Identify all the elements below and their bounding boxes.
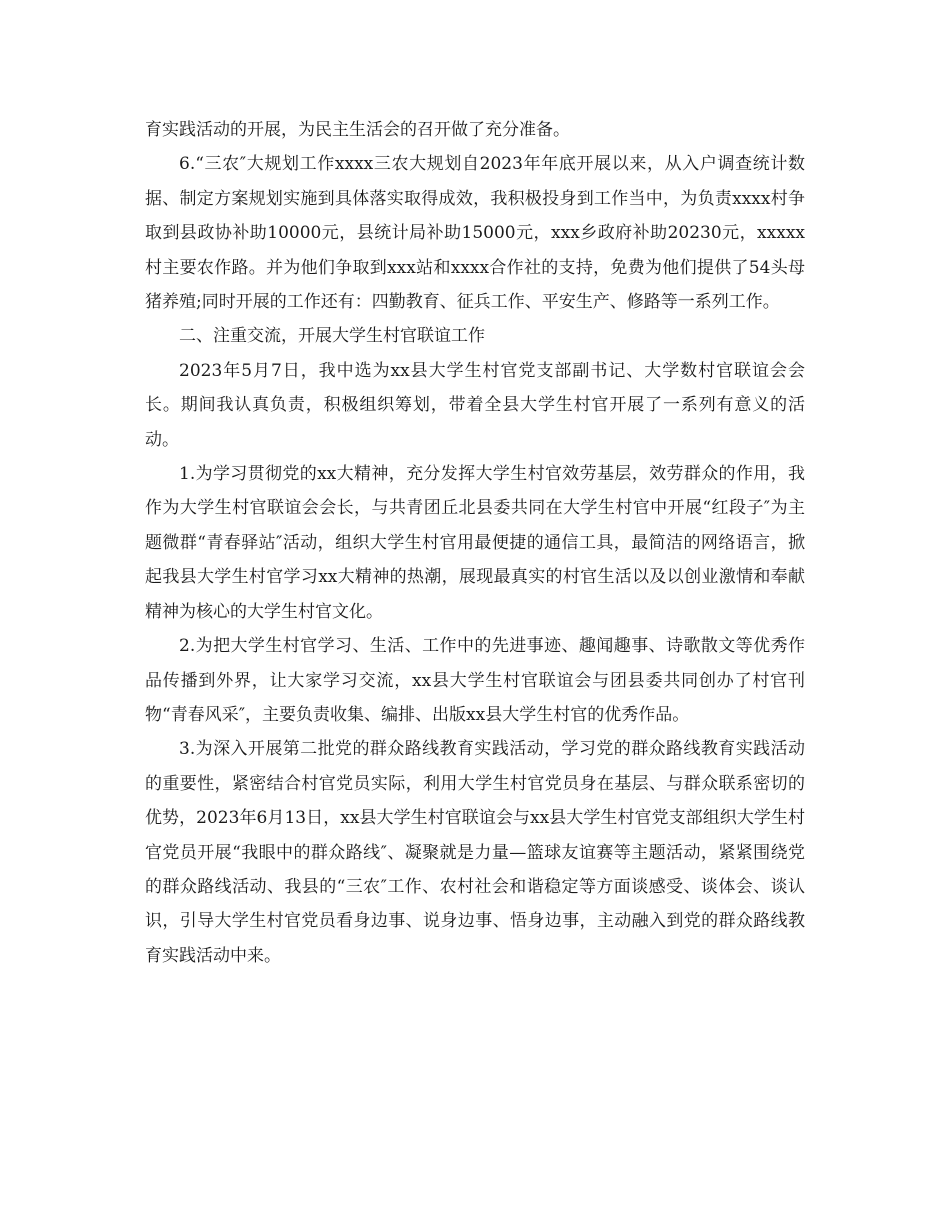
paragraph-item-6-planning-work: 6.“三农″大规划工作xxxx三农大规划自2023年年底开展以来，从入户调查统计数据、制定方案规划实施到具体落实取得成效，我积极投身到工作当中，为负责xxxx村争取到县政协补助10000元，县统计局补助15000元，xxx乡政府补助20230元，xxxxx村主要农作路。并为他们争取到xxx站和xxxx合作社的支持，免费为他们提供了54头母猪养殖;同时开展的工作还有：四勤教育、征兵工作、平安生产、修路等一系列工作。 <box>145 154 805 313</box>
paragraph-item-3: 3.为深入开展第二批党的群众路线教育实践活动，学习党的群众路线教育实践活动的重要性，紧密结合村官党员实际，利用大学生村官党员身在基层、与群众联系密切的优势，2023年6月13日，xx县大学生村官联谊会与xx县大学生村官党支部组织大学生村官党员开展“我眼中的群众路线″、凝聚就是力量—篮球友谊赛等主题活动，紧紧围绕党的群众路线活动、我县的“三农″工作、农村社会和谐稳定等方面谈感受、谈体会、谈认识，引导大学生村官党员看身边事、说身边事、悟身边事，主动融入到党的群众路线教育实践活动中来。 <box>145 739 805 966</box>
paragraph-item-2: 2.为把大学生村官学习、生活、工作中的先进事迹、趣闻趣事、诗歌散文等优秀作品传播到外界，让大家学习交流，xx县大学生村官联谊会与团县委共同创办了村官刊物“青春风采″，主要负责收集、编排、出版xx县大学生村官的优秀作品。 <box>145 636 805 725</box>
paragraph-election: 2023年5月7日，我中选为xx县大学生村官党支部副书记、大学数村官联谊会会长。期间我认真负责，积极组织筹划，带着全县大学生村官开展了一系列有意义的活动。 <box>145 360 805 450</box>
section-heading-2: 二、注重交流，开展大学生村官联谊工作 <box>179 326 485 347</box>
document-body <box>145 113 805 973</box>
paragraph-item-1: 1.为学习贯彻党的xx大精神，充分发挥大学生村官效劳基层，效劳群众的作用，我作为大学生村官联谊会会长，与共青团丘北县委共同在大学生村官中开展“红段子″为主题微群“青春驿站″活动，组织大学生村官用最便捷的通信工具，最简洁的网络语言，掀起我县大学生村官学习xx大精神的热潮，展现最真实的村官生活以及以创业激情和奉献精神为核心的大学生村官文化。 <box>145 464 805 622</box>
paragraph-continuation: 育实践活动的开展，为民主生活会的召开做了充分准备。 <box>145 120 570 140</box>
